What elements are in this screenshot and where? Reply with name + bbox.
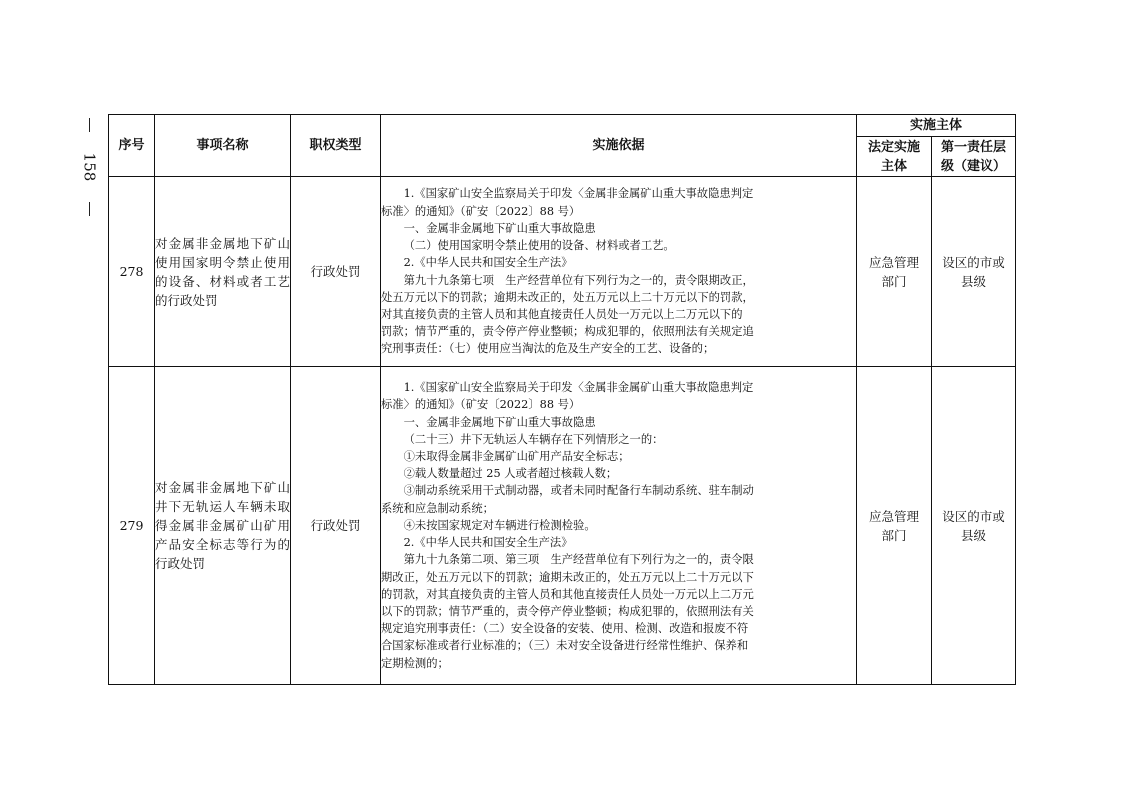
basis-line: 究刑事责任：（七）使用应当淘汰的危及生产安全的工艺、设备的； <box>381 342 715 356</box>
row-basis <box>381 367 857 685</box>
basis-line: 一、金属非金属地下矿山重大事故隐患 <box>403 415 596 429</box>
basis-line: 规定追究刑事责任：（二）安全设备的安装、使用、检测、改造和报废不符 <box>381 622 749 636</box>
row-first-level: 设区的市或县级 <box>932 177 1016 367</box>
row-first-level: 设区的市或县级 <box>932 367 1016 685</box>
row-power-type: 行政处罚 <box>291 177 381 367</box>
page-number-dash-bottom <box>89 202 90 216</box>
page-number-dash-top <box>89 118 90 132</box>
header-item-name: 事项名称 <box>155 115 291 177</box>
basis-line: 处五万元以下的罚款；逾期未改正的，处五万元以上二十万元以下的罚款， <box>381 290 754 304</box>
basis-line: 定期检测的； <box>381 656 449 670</box>
basis-line: 以下的罚款；情节严重的，责令停产停业整顿；构成犯罪的，依照刑法有关 <box>381 604 754 618</box>
basis-line: 的罚款，对其直接负责的主管人员和其他直接责任人员处一万元以上二万元 <box>381 587 754 601</box>
page-number <box>80 118 99 216</box>
basis-line: （二）使用国家明令禁止使用的设备、材料或者工艺。 <box>403 239 675 253</box>
row-legal-subject: 应急管理部门 <box>857 367 932 685</box>
enforcement-items-table <box>108 114 1016 685</box>
header-legal-subject: 法定实施主体 <box>857 137 932 177</box>
basis-line: 对其直接负责的主管人员和其他直接责任人员处一万元以上二万元以下的 <box>381 307 743 321</box>
table-row <box>109 367 1016 685</box>
header-basis: 实施依据 <box>381 115 857 177</box>
basis-line: 第九十九条第二项、第三项 生产经营单位有下列行为之一的，责令限 <box>403 553 754 567</box>
basis-line: 系统和应急制动系统； <box>381 501 494 515</box>
basis-line: 合国家标准或者行业标准的；（三）未对安全设备进行经常性维护、保养和 <box>381 639 749 653</box>
basis-line: 2.《中华人民共和国安全生产法》 <box>403 256 573 270</box>
basis-line: ①未取得金属非金属矿山矿用产品安全标志； <box>403 450 630 464</box>
row-item-name: 对金属非金属地下矿山井下无轨运人车辆未取得金属非金属矿山矿用产品安全标志等行为的行政处罚 <box>155 367 291 685</box>
row-item-name: 对金属非金属地下矿山使用国家明令禁止使用的设备、材料或者工艺的行政处罚 <box>155 177 291 367</box>
basis-line: 一、金属非金属地下矿山重大事故隐患 <box>403 221 596 235</box>
row-legal-subject: 应急管理部门 <box>857 177 932 367</box>
row-power-type: 行政处罚 <box>291 367 381 685</box>
header-power-type: 职权类型 <box>291 115 381 177</box>
header-first-level: 第一责任层级（建议） <box>932 137 1016 177</box>
table-row <box>109 177 1016 367</box>
row-basis <box>381 177 857 367</box>
basis-line: 1.《国家矿山安全监察局关于印发〈金属非金属矿山重大事故隐患判定 <box>403 187 754 201</box>
basis-line: ③制动系统采用干式制动器，或者未同时配备行车制动系统、驻车制动 <box>403 484 754 498</box>
header-seq: 序号 <box>109 115 155 177</box>
basis-line: 罚款；情节严重的，责令停产停业整顿；构成犯罪的，依照刑法有关规定追 <box>381 325 754 339</box>
basis-line: 期改正，处五万元以下的罚款；逾期未改正的，处五万元以上二十万元以下 <box>381 570 754 584</box>
basis-line: 1.《国家矿山安全监察局关于印发〈金属非金属矿山重大事故隐患判定 <box>403 381 754 395</box>
row-seq: 279 <box>109 367 155 685</box>
header-subject-group: 实施主体 <box>857 115 1016 137</box>
page-number-text: 158 <box>80 152 99 182</box>
row-seq: 278 <box>109 177 155 367</box>
basis-line: ④未按国家规定对车辆进行检测检验。 <box>403 518 596 532</box>
basis-line: ②载人数量超过 25 人或者超过核载人数； <box>403 467 618 481</box>
basis-line: （二十三）井下无轨运人车辆存在下列情形之一的： <box>403 432 664 446</box>
basis-line: 2.《中华人民共和国安全生产法》 <box>403 536 573 550</box>
basis-line: 标准〉的通知》（矿安〔2022〕88 号） <box>381 204 581 218</box>
basis-line: 第九十九条第七项 生产经营单位有下列行为之一的，责令限期改正， <box>403 273 754 287</box>
basis-line: 标准〉的通知》（矿安〔2022〕88 号） <box>381 398 581 412</box>
